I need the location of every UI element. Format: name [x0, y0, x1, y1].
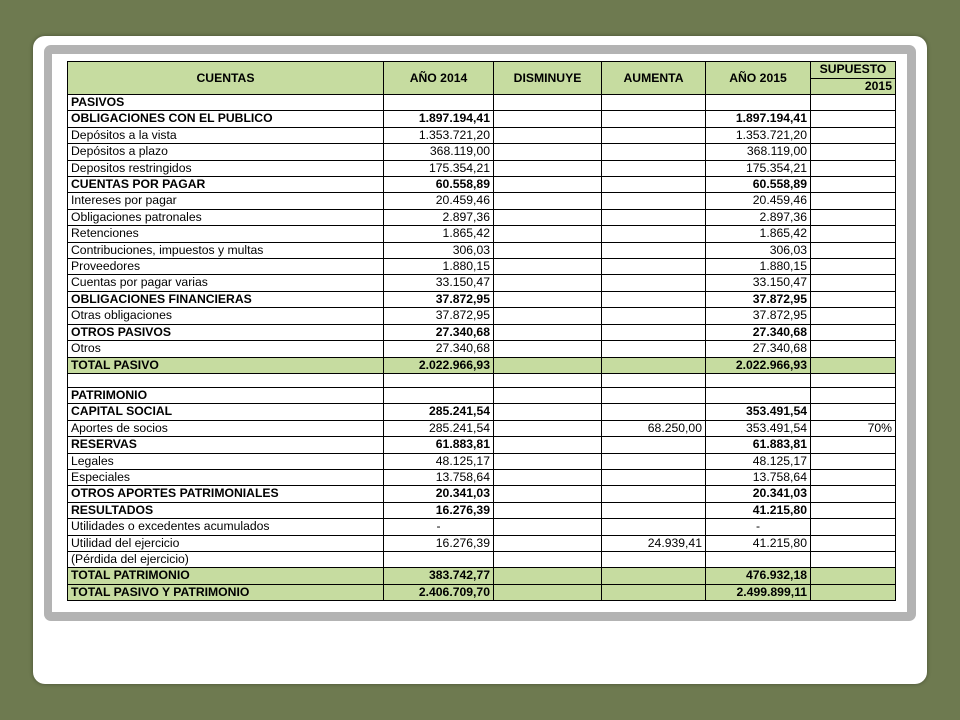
cell-supuesto — [811, 259, 896, 275]
cell-disminuye — [494, 584, 602, 600]
cell-anio-2015 — [706, 387, 811, 403]
cell-disminuye — [494, 127, 602, 143]
table-row — [68, 437, 896, 453]
cell-anio-2015: 20.459,46 — [706, 193, 811, 209]
cell-supuesto — [811, 127, 896, 143]
cell-supuesto — [811, 453, 896, 469]
cell-anio-2014: 1.353.721,20 — [384, 127, 494, 143]
cell-anio-2014: 285.241,54 — [384, 420, 494, 436]
table-row — [68, 341, 896, 357]
cell-anio-2015: 60.558,89 — [706, 177, 811, 193]
cell-supuesto: 70% — [811, 420, 896, 436]
cell-anio-2014 — [384, 551, 494, 567]
cell-anio-2015: 2.022.966,93 — [706, 357, 811, 373]
cell-anio-2015: 1.897.194,41 — [706, 111, 811, 127]
header-anio-2015: AÑO 2015 — [706, 62, 811, 95]
cell-anio-2015: 368.119,00 — [706, 144, 811, 160]
cell-anio-2014: 61.883,81 — [384, 437, 494, 453]
cell-disminuye — [494, 95, 602, 111]
cell-anio-2015: 48.125,17 — [706, 453, 811, 469]
header-supuesto: SUPUESTO — [811, 62, 896, 79]
table-row — [68, 453, 896, 469]
cell-aumenta — [602, 242, 706, 258]
cell-anio-2015: 41.215,80 — [706, 535, 811, 551]
cell-cuenta: Utilidad del ejercicio — [68, 535, 384, 551]
cell-disminuye — [494, 259, 602, 275]
table-row — [68, 144, 896, 160]
cell-cuenta: Depósitos a la vista — [68, 127, 384, 143]
cell-anio-2015: 33.150,47 — [706, 275, 811, 291]
cell-anio-2014 — [384, 95, 494, 111]
cell-anio-2014: 2.022.966,93 — [384, 357, 494, 373]
cell-aumenta — [602, 226, 706, 242]
cell-disminuye — [494, 324, 602, 340]
cell-aumenta — [602, 437, 706, 453]
cell-cuenta: OTROS APORTES PATRIMONIALES — [68, 486, 384, 502]
table-row — [68, 551, 896, 567]
table-row — [68, 308, 896, 324]
table-row — [68, 259, 896, 275]
cell-supuesto — [811, 584, 896, 600]
cell-aumenta: 68.250,00 — [602, 420, 706, 436]
cell-cuenta: Obligaciones patronales — [68, 209, 384, 225]
cell-cuenta: Utilidades o excedentes acumulados — [68, 519, 384, 535]
cell-aumenta — [602, 357, 706, 373]
cell-aumenta — [602, 259, 706, 275]
cell-aumenta — [602, 144, 706, 160]
cell-disminuye — [494, 357, 602, 373]
table-row — [68, 486, 896, 502]
cell-supuesto — [811, 486, 896, 502]
cell-cuenta: Retenciones — [68, 226, 384, 242]
cell-aumenta — [602, 568, 706, 584]
cell-aumenta — [602, 404, 706, 420]
cell-supuesto — [811, 242, 896, 258]
cell-anio-2015: - — [706, 519, 811, 535]
cell-cuenta: Otros — [68, 341, 384, 357]
cell-anio-2015: 353.491,54 — [706, 404, 811, 420]
balance-sheet-table — [67, 61, 896, 601]
cell-aumenta — [602, 373, 706, 387]
cell-supuesto — [811, 535, 896, 551]
cell-anio-2015 — [706, 551, 811, 567]
cell-cuenta: Aportes de socios — [68, 420, 384, 436]
cell-anio-2014: 60.558,89 — [384, 177, 494, 193]
table-row — [68, 584, 896, 600]
cell-anio-2014: 48.125,17 — [384, 453, 494, 469]
cell-disminuye — [494, 469, 602, 485]
cell-anio-2014: 37.872,95 — [384, 308, 494, 324]
table-row — [68, 373, 896, 387]
cell-aumenta — [602, 324, 706, 340]
cell-cuenta: Cuentas por pagar varias — [68, 275, 384, 291]
table-row — [68, 226, 896, 242]
cell-cuenta: TOTAL PASIVO — [68, 357, 384, 373]
cell-supuesto — [811, 308, 896, 324]
table-row — [68, 469, 896, 485]
cell-anio-2015 — [706, 373, 811, 387]
cell-disminuye — [494, 160, 602, 176]
table-row — [68, 324, 896, 340]
image-frame — [44, 45, 916, 621]
table-row — [68, 502, 896, 518]
table-row — [68, 177, 896, 193]
cell-anio-2014: 37.872,95 — [384, 291, 494, 307]
cell-supuesto — [811, 226, 896, 242]
cell-supuesto — [811, 387, 896, 403]
cell-supuesto — [811, 193, 896, 209]
cell-anio-2014: 1.865,42 — [384, 226, 494, 242]
cell-supuesto — [811, 111, 896, 127]
cell-anio-2014: 13.758,64 — [384, 469, 494, 485]
cell-aumenta — [602, 177, 706, 193]
cell-anio-2015: 476.932,18 — [706, 568, 811, 584]
cell-aumenta — [602, 486, 706, 502]
header-anio-2014: AÑO 2014 — [384, 62, 494, 95]
cell-supuesto — [811, 144, 896, 160]
cell-cuenta: CAPITAL SOCIAL — [68, 404, 384, 420]
cell-disminuye — [494, 209, 602, 225]
cell-anio-2015: 41.215,80 — [706, 502, 811, 518]
cell-anio-2015: 27.340,68 — [706, 324, 811, 340]
cell-anio-2015: 27.340,68 — [706, 341, 811, 357]
cell-aumenta — [602, 387, 706, 403]
cell-disminuye — [494, 535, 602, 551]
cell-cuenta: TOTAL PATRIMONIO — [68, 568, 384, 584]
header-supuesto-year: 2015 — [811, 78, 896, 95]
table-row — [68, 111, 896, 127]
cell-aumenta — [602, 341, 706, 357]
cell-supuesto — [811, 469, 896, 485]
table-row — [68, 127, 896, 143]
cell-aumenta — [602, 160, 706, 176]
cell-cuenta: RESERVAS — [68, 437, 384, 453]
cell-anio-2014: 20.341,03 — [384, 486, 494, 502]
cell-cuenta: PATRIMONIO — [68, 387, 384, 403]
cell-anio-2015: 175.354,21 — [706, 160, 811, 176]
cell-aumenta — [602, 502, 706, 518]
cell-aumenta — [602, 551, 706, 567]
cell-anio-2014: 27.340,68 — [384, 341, 494, 357]
cell-anio-2014: - — [384, 519, 494, 535]
cell-disminuye — [494, 341, 602, 357]
cell-anio-2014: 16.276,39 — [384, 535, 494, 551]
table-row — [68, 535, 896, 551]
table-row — [68, 568, 896, 584]
cell-anio-2014: 20.459,46 — [384, 193, 494, 209]
cell-disminuye — [494, 502, 602, 518]
cell-supuesto — [811, 341, 896, 357]
table-row — [68, 357, 896, 373]
cell-supuesto — [811, 95, 896, 111]
cell-cuenta: RESULTADOS — [68, 502, 384, 518]
table-row — [68, 209, 896, 225]
cell-supuesto — [811, 519, 896, 535]
cell-disminuye — [494, 275, 602, 291]
cell-aumenta — [602, 291, 706, 307]
cell-supuesto — [811, 177, 896, 193]
cell-cuenta: Depósitos a plazo — [68, 144, 384, 160]
cell-anio-2014: 16.276,39 — [384, 502, 494, 518]
cell-aumenta — [602, 453, 706, 469]
cell-supuesto — [811, 404, 896, 420]
cell-cuenta: Contribuciones, impuestos y multas — [68, 242, 384, 258]
cell-aumenta — [602, 308, 706, 324]
cell-cuenta: Otras obligaciones — [68, 308, 384, 324]
cell-anio-2014: 2.897,36 — [384, 209, 494, 225]
cell-aumenta — [602, 275, 706, 291]
cell-aumenta — [602, 519, 706, 535]
cell-anio-2014: 175.354,21 — [384, 160, 494, 176]
cell-disminuye — [494, 291, 602, 307]
cell-disminuye — [494, 420, 602, 436]
cell-disminuye — [494, 453, 602, 469]
cell-anio-2014 — [384, 373, 494, 387]
cell-anio-2014: 306,03 — [384, 242, 494, 258]
table-row — [68, 519, 896, 535]
cell-supuesto — [811, 291, 896, 307]
table-row — [68, 404, 896, 420]
cell-disminuye — [494, 111, 602, 127]
cell-disminuye — [494, 437, 602, 453]
cell-cuenta — [68, 373, 384, 387]
cell-cuenta: Legales — [68, 453, 384, 469]
cell-cuenta: Depositos restringidos — [68, 160, 384, 176]
table-row — [68, 242, 896, 258]
cell-aumenta — [602, 584, 706, 600]
cell-anio-2014: 27.340,68 — [384, 324, 494, 340]
cell-anio-2014: 2.406.709,70 — [384, 584, 494, 600]
cell-supuesto — [811, 373, 896, 387]
cell-disminuye — [494, 486, 602, 502]
cell-anio-2014: 33.150,47 — [384, 275, 494, 291]
cell-anio-2014: 383.742,77 — [384, 568, 494, 584]
table-row — [68, 387, 896, 403]
cell-anio-2015: 306,03 — [706, 242, 811, 258]
cell-anio-2014 — [384, 387, 494, 403]
table-row — [68, 95, 896, 111]
cell-anio-2015: 2.897,36 — [706, 209, 811, 225]
cell-anio-2015: 37.872,95 — [706, 308, 811, 324]
spreadsheet-image — [52, 54, 907, 612]
cell-disminuye — [494, 177, 602, 193]
cell-disminuye — [494, 144, 602, 160]
cell-supuesto — [811, 209, 896, 225]
cell-disminuye — [494, 551, 602, 567]
cell-disminuye — [494, 308, 602, 324]
cell-anio-2015: 1.865,42 — [706, 226, 811, 242]
table-row — [68, 420, 896, 436]
cell-cuenta: TOTAL PASIVO Y PATRIMONIO — [68, 584, 384, 600]
cell-aumenta — [602, 95, 706, 111]
cell-anio-2015: 353.491,54 — [706, 420, 811, 436]
cell-anio-2014: 1.897.194,41 — [384, 111, 494, 127]
cell-disminuye — [494, 568, 602, 584]
cell-cuenta: CUENTAS POR PAGAR — [68, 177, 384, 193]
cell-cuenta: PASIVOS — [68, 95, 384, 111]
cell-anio-2014: 1.880,15 — [384, 259, 494, 275]
table-row — [68, 193, 896, 209]
header-cuentas: CUENTAS — [68, 62, 384, 95]
cell-cuenta: Proveedores — [68, 259, 384, 275]
cell-cuenta: OTROS PASIVOS — [68, 324, 384, 340]
cell-disminuye — [494, 193, 602, 209]
cell-disminuye — [494, 242, 602, 258]
table-row — [68, 275, 896, 291]
cell-disminuye — [494, 387, 602, 403]
table-row — [68, 291, 896, 307]
cell-supuesto — [811, 160, 896, 176]
table-body — [68, 95, 896, 601]
header-aumenta: AUMENTA — [602, 62, 706, 95]
cell-anio-2014: 368.119,00 — [384, 144, 494, 160]
table-row — [68, 160, 896, 176]
cell-cuenta: (Pérdida del ejercicio) — [68, 551, 384, 567]
cell-disminuye — [494, 226, 602, 242]
cell-supuesto — [811, 502, 896, 518]
cell-aumenta — [602, 469, 706, 485]
cell-anio-2015: 37.872,95 — [706, 291, 811, 307]
cell-disminuye — [494, 373, 602, 387]
header-disminuye: DISMINUYE — [494, 62, 602, 95]
cell-anio-2015: 2.499.899,11 — [706, 584, 811, 600]
cell-disminuye — [494, 519, 602, 535]
cell-supuesto — [811, 551, 896, 567]
cell-aumenta — [602, 127, 706, 143]
cell-supuesto — [811, 275, 896, 291]
cell-aumenta — [602, 193, 706, 209]
cell-aumenta — [602, 209, 706, 225]
cell-supuesto — [811, 568, 896, 584]
cell-supuesto — [811, 324, 896, 340]
cell-supuesto — [811, 437, 896, 453]
cell-cuenta: OBLIGACIONES FINANCIERAS — [68, 291, 384, 307]
cell-cuenta: Intereses por pagar — [68, 193, 384, 209]
cell-anio-2015: 20.341,03 — [706, 486, 811, 502]
cell-anio-2015: 61.883,81 — [706, 437, 811, 453]
cell-anio-2015: 1.353.721,20 — [706, 127, 811, 143]
cell-aumenta — [602, 111, 706, 127]
cell-supuesto — [811, 357, 896, 373]
cell-disminuye — [494, 404, 602, 420]
cell-anio-2015: 13.758,64 — [706, 469, 811, 485]
cell-anio-2015: 1.880,15 — [706, 259, 811, 275]
cell-anio-2015 — [706, 95, 811, 111]
cell-cuenta: OBLIGACIONES CON EL PUBLICO — [68, 111, 384, 127]
cell-aumenta: 24.939,41 — [602, 535, 706, 551]
cell-cuenta: Especiales — [68, 469, 384, 485]
cell-anio-2014: 285.241,54 — [384, 404, 494, 420]
header-row — [68, 62, 896, 79]
